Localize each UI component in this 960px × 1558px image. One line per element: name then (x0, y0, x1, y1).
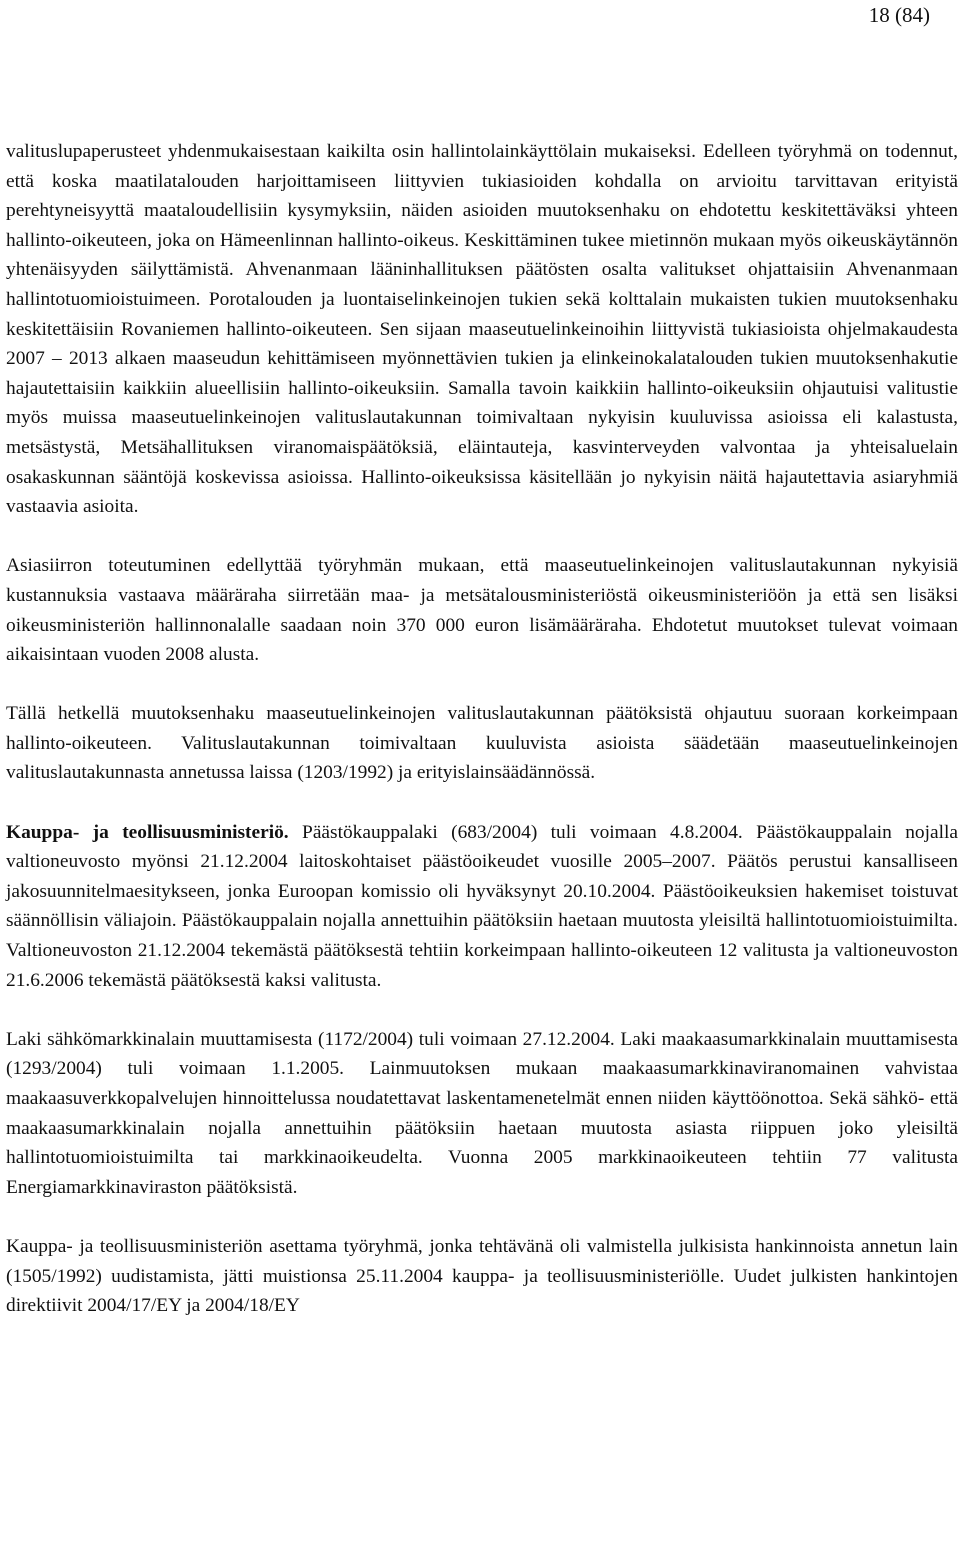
paragraph-1: valituslupaperusteet yhdenmukaisestaan kaikilta osin hallintolainkäyttölain mukaiseksi. Edelleen työryhmä on todennut, että koska maatilatalouden harjoittamiseen liittyvien tukiasioiden kohdalla on arvioitu tarvittavan erityistä perehtyneisyyttä maataloudellisiin kysymyksiin, näiden asioiden muutoksenhaku on ehdotettu keskitettäväksi yhteen hallinto-oikeuteen, joka on Hämeenlinnan hallinto-oikeus. Keskittäminen tukee mietinnön mukaan myös oikeuskäytännön yhtenäisyyden säilyttämistä. Ahvenanmaan lääninhallituksen päätösten osalta valitukset ohjattaisiin Ahvenanmaan hallintotuomioistuimeen. Porotalouden ja luontaiselinkeinojen tukien sekä kolttalain mukaisten tukien muutoksenhaku keskitettäisiin Rovaniemen hallinto-oikeuteen. Sen sijaan maaseutuelinkeinoihin liittyvistä tukiasioista ohjelmakaudesta 2007 – 2013 alkaen maaseudun kehittämiseen myönnettävien tukien ja elinkeinokalatalouden tukien muutoksenhakutie hajautettaisiin kaikkiin alueellisiin hallinto-oikeuksiin. Samalla tavoin kaikkiin hallinto-oikeuksiin ohjautuisi valitustie myös muissa maaseutuelinkeinojen valituslautakunnan toimivaltaan nykyisin kuuluvissa asioissa eli kalastusta, metsästystä, Metsähallituksen viranomaispäätöksiä, eläintauteja, kasvinterveyden valvontaa ja yhteisaluelain osakaskunnan sääntöjä koskevissa asioissa. Hallinto-oikeuksissa käsitellään jo nykyisin näitä hajautettavia asiaryhmiä vastaavia asioita. (6, 141, 958, 518)
paragraph-6: Kauppa- ja teollisuusministeriön asettama työryhmä, jonka tehtävänä oli valmistella julkisista hankinnoista annetun lain (1505/1992) uudistamista, jätti muistionsa 25.11.2004 kauppa- ja teollisuusministeriölle. Uudet julkisten hankintojen direktiivit 2004/17/EY ja 2004/18/EY (6, 1235, 958, 1317)
paragraph-5: Laki sähkömarkkinalain muuttamisesta (1172/2004) tuli voimaan 27.12.2004. Laki maakaasumarkkinalain muuttamisesta (1293/2004) tuli voimaan 1.1.2005. Lainmuutoksen mukaan maakaasumarkkinaviranomainen vahvistaa maakaasuverkkopalvelujen hinnoittelussa noudatettavat laskentamenetelmät ennen niiden käyttöönottoa. Sekä sähkö- että maakaasumarkkinalain nojalla annettuihin päätöksiin haetaan muutosta asiasta riippuen joko yleisiltä hallintotuomioistuimilta tai markkinaoikeudelta. Vuonna 2005 markkinaoikeuteen tehtiin 77 valitusta Energiamarkkinaviraston päätöksistä. (6, 1028, 958, 1198)
paragraph-4-text: Päästökauppalaki (683/2004) tuli voimaan 4.8.2004. Päästökauppalain nojalla valtioneuvosto myönsi 21.12.2004 laitoskohtaiset päästöoikeudet vuosille 2005–2007. Päätös perustui kansalliseen jakosuunnitelmaesitykseen, jonka Euroopan komissio oli hyväksynyt 20.10.2004. Päästöoikeuksien hakemiset toistuvat säännöllisin väliajoin. Päästökauppalain nojalla annettuihin päätöksiin haetaan muutosta yleisiltä hallintotuomioistuimilta. Valtioneuvoston 21.12.2004 tekemästä päätöksestä tehtiin korkeimpaan hallinto-oikeuteen 12 valitusta ja valtioneuvoston 21.6.2006 tekemästä päätöksestä kaksi valitusta. (6, 821, 958, 991)
paragraph-4 (6, 818, 958, 996)
paragraph-3: Tällä hetkellä muutoksenhaku maaseutuelinkeinojen valituslautakunnan päätöksistä ohjautuu suoraan korkeimpaan hallinto-oikeuteen. Valituslautakunnan toimivaltaan kuuluvista asioista säädetään maaseutuelinkeinojen valituslautakunnasta annetussa laissa (1203/1992) ja erityislainsäädännössä. (6, 703, 958, 784)
paragraph-2: Asiasiirron toteutuminen edellyttää työryhmän mukaan, että maaseutuelinkeinojen valituslautakunnan nykyisiä kustannuksia vastaava määräraha siirretään maa- ja metsätalousministeriöstä oikeusministeriöön ja että sen lisäksi oikeusministeriön hallinnonalalle saadaan noin 370 000 euron lisämääräraha. Ehdotetut muutokset tulevat voimaan aikaisintaan vuoden 2008 alusta. (6, 555, 958, 666)
section-heading-ktm: Kauppa- ja teollisuusministeriö. (6, 821, 289, 843)
document-body (6, 137, 958, 1321)
page-number: 18 (84) (868, 3, 930, 27)
